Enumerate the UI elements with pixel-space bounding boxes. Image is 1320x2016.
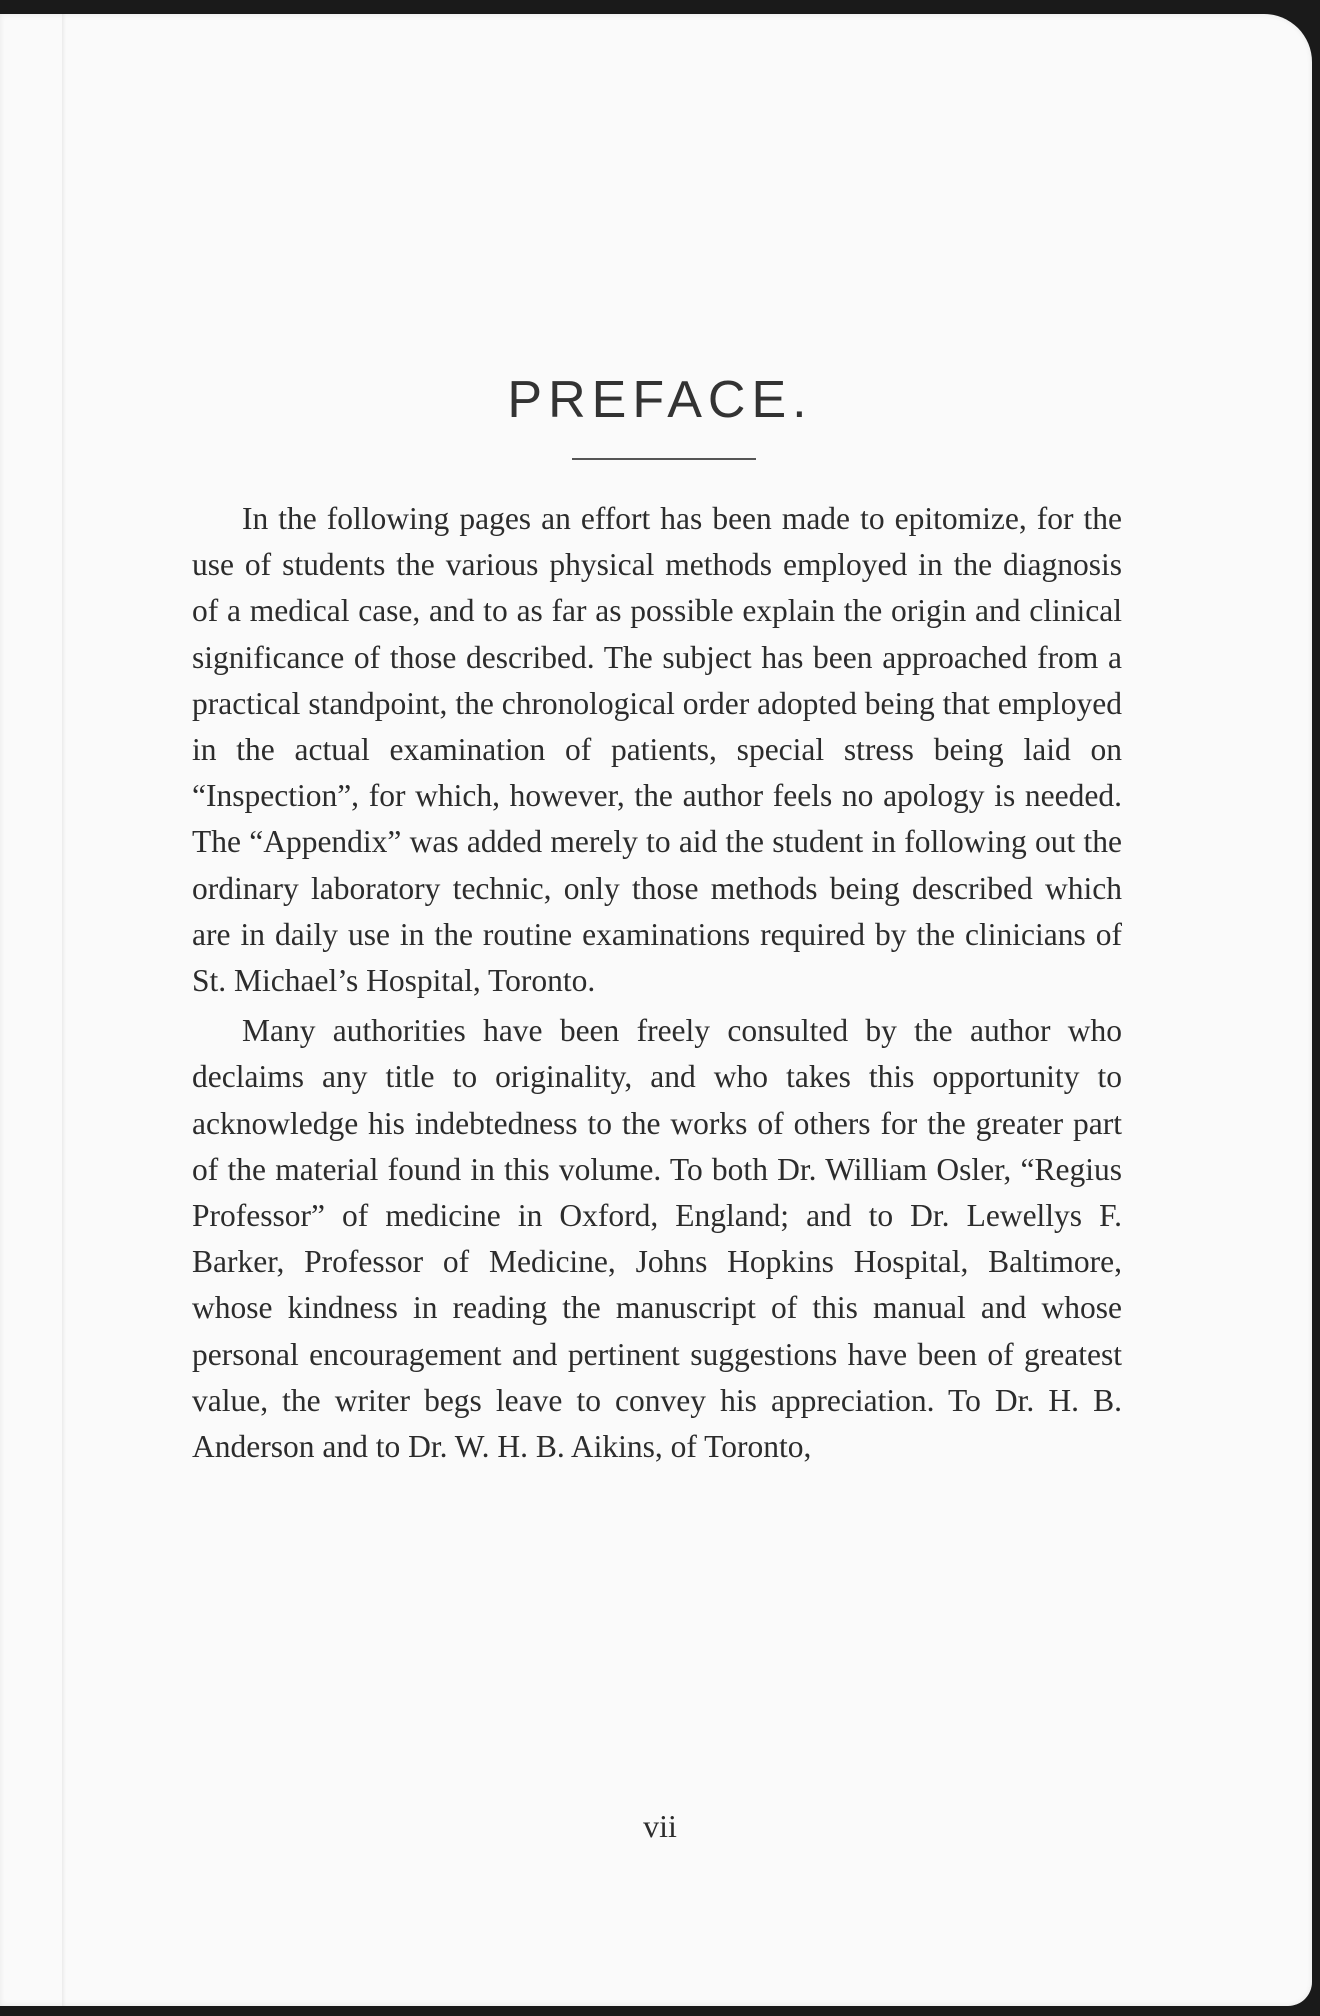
- paragraph-1: In the following pages an effort has been made to epitomize, for the use of students the various physical methods employed in the diagnosis of a medical case, and to as far as possible explain the origin and clinical significance of those described. The subject has been approached from a practical standpoint, the chronological order adopted being that employed in the actual examination of patients, special stress being laid on “Inspection”, for which, however, the author feels no apology is needed. The “Appendix” was added merely to aid the student in following out the ordinary laboratory technic, only those methods being described which are in daily use in the routine examinations required by the clinicians of St. Michael’s Hospital, Toronto.: [192, 501, 1122, 999]
- page-gutter-shadow: [62, 14, 66, 2006]
- preface-body: [192, 496, 1122, 1474]
- paragraph-2: Many authorities have been freely consulted by the author who declaims any title to originality, and who takes this opportunity to acknowledge his indebtedness to the works of others for the greater part of the material found in this volume. To both Dr. William Osler, “Regius Professor” of medicine in Oxford, England; and to Dr. Lewellys F. Barker, Professor of Medicine, Johns Hopkins Hospital, Baltimore, whose kindness in reading the manuscript of this manual and whose personal encouragement and pertinent suggestions have been of greatest value, the writer begs leave to convey his appreciation. To Dr. H. B. Anderson and to Dr. W. H. B. Aikins, of Toronto,: [192, 1013, 1122, 1465]
- page-number: vii: [643, 1808, 677, 1844]
- title-divider: [572, 458, 756, 460]
- page-title: PREFACE.: [507, 371, 813, 429]
